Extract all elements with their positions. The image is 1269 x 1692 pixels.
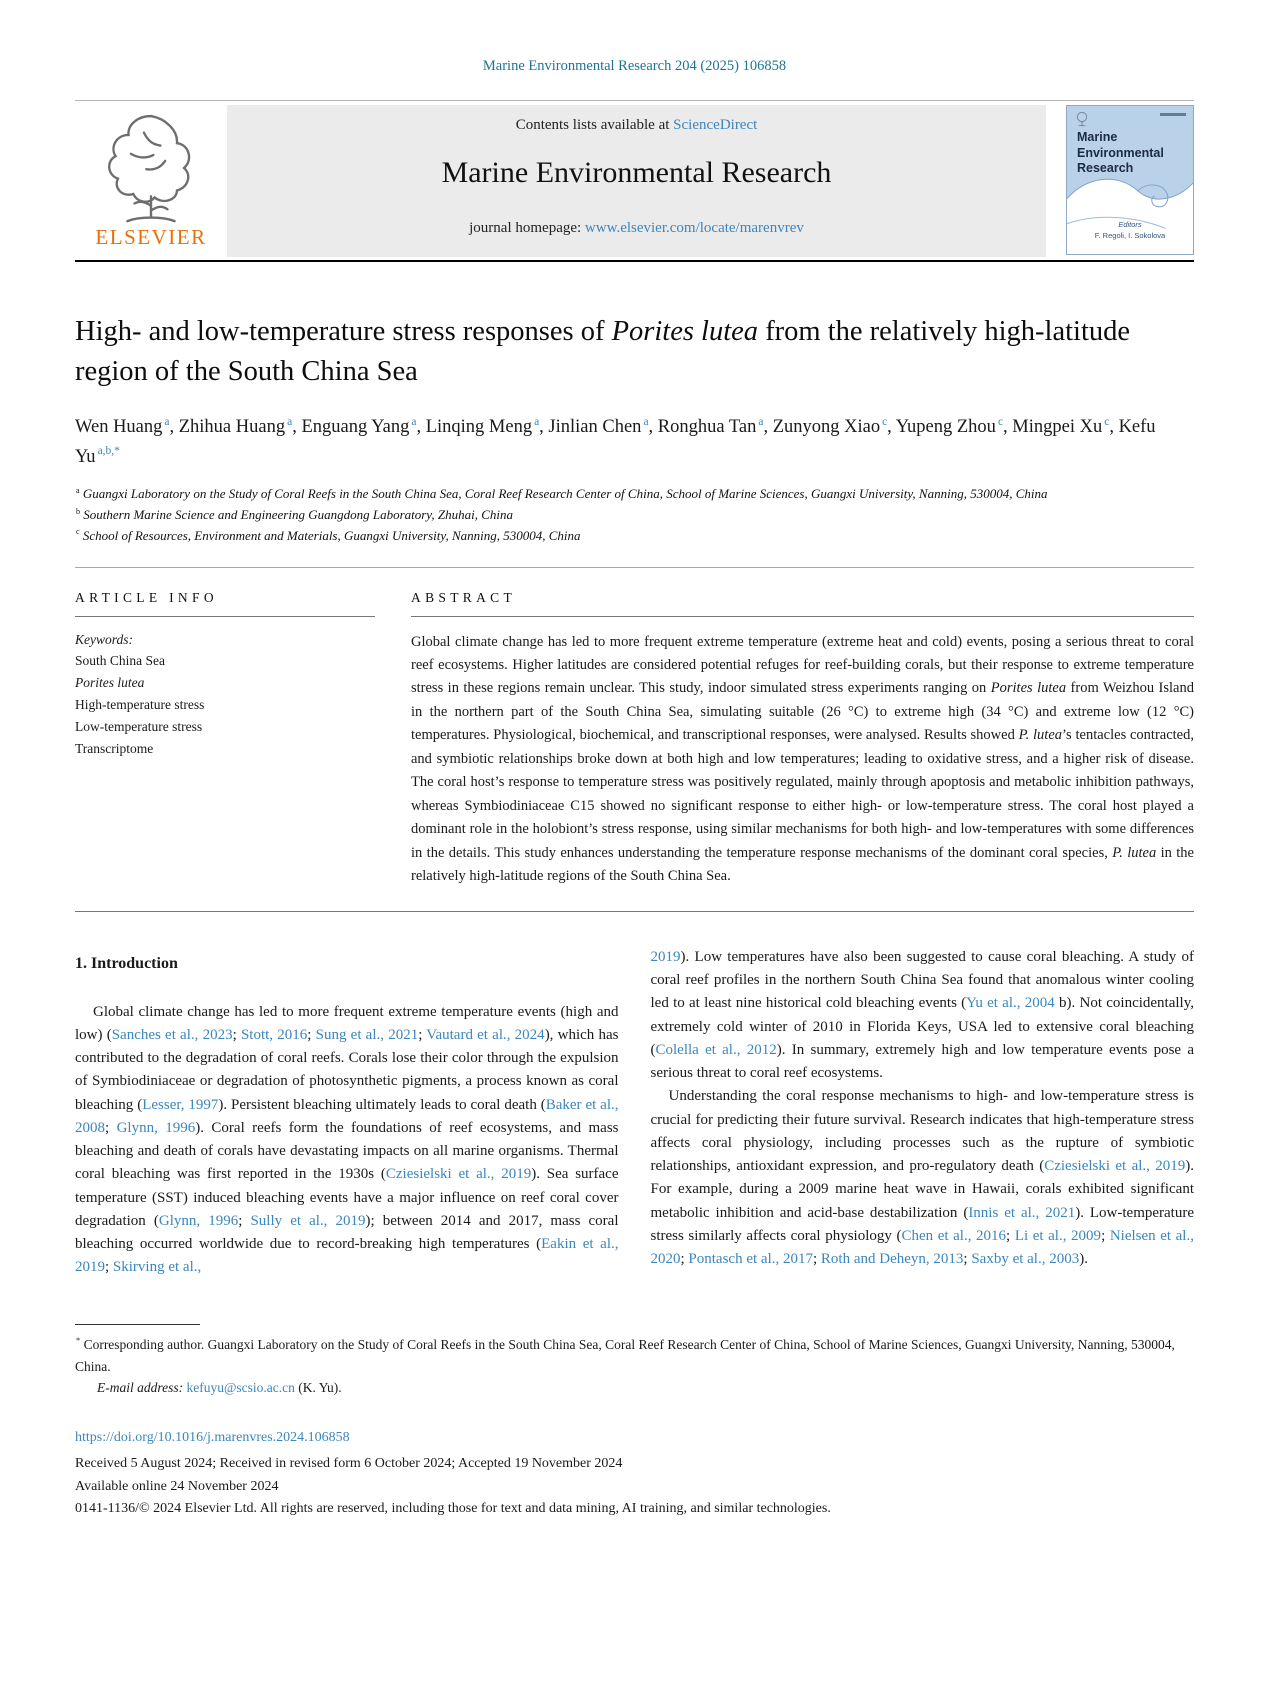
text-segment: , Enguang Yang: [292, 416, 410, 437]
text-segment: *: [76, 1336, 81, 1346]
journal-homepage-link[interactable]: www.elsevier.com/locate/marenvrev: [584, 220, 804, 236]
text-segment: a: [76, 485, 80, 495]
citation-link[interactable]: Stott, 2016: [240, 1026, 308, 1043]
elsevier-wordmark: ELSEVIER: [95, 225, 207, 249]
text-segment: from the relatively high-latitude region of the South China Sea: [75, 316, 1131, 388]
citation-link[interactable]: Eakin et al., 2019: [75, 1236, 619, 1276]
text-segment: Porites lutea: [611, 316, 759, 347]
text-segment: ;: [418, 1026, 427, 1043]
text-segment: School of Resources, Environment and Materials, Guangxi University, Nanning, 530004, China: [79, 527, 581, 543]
footnote-block: [75, 1324, 1194, 1400]
text-segment: in the relatively high-latitude regions of the South China Sea.: [411, 844, 1194, 885]
article-info-column: [75, 584, 375, 889]
text-segment: Transcriptome: [75, 740, 154, 756]
text-segment: b). Not coincidentally, extremely cold winter of 2010 in Florida Keys, USA led to extensive coral bleaching (: [650, 995, 1194, 1058]
citation-link[interactable]: c: [997, 415, 1004, 428]
text-segment: ;: [813, 1251, 821, 1268]
text-segment: E-mail address:: [97, 1380, 187, 1396]
text-segment: Porites lutea: [990, 680, 1067, 697]
keyword-item: [75, 672, 375, 694]
text-segment: , Zunyong Xiao: [763, 416, 881, 437]
info-abstract-section: [75, 584, 1194, 889]
article-info-heading: ARTICLE INFO: [75, 589, 218, 605]
intro-paragraph-1: [75, 1001, 619, 1280]
text-segment: ), which has contributed to the degradation of coral reefs. Corals lose their color through the expulsion of Symbiodiniaceae or degradation of photosynthetic pigments, a process known as coral bleaching (: [75, 1026, 619, 1113]
text-segment: , Linqing Meng: [416, 416, 533, 437]
affiliation-a: [75, 484, 1194, 505]
email-line: [75, 1377, 1194, 1399]
text-segment: ). For example, during a 2009 marine heat wave in Hawaii, corals exhibited significant metabolic inhibition and acid-base destabilization (: [650, 1158, 1194, 1221]
cover-elsevier-mini-logo: [1075, 111, 1089, 127]
body-column-left: [75, 946, 619, 1280]
corresponding-author-note: [75, 1334, 1194, 1378]
text-segment: ;: [680, 1251, 689, 1268]
abstract-column: [411, 584, 1194, 889]
journal-banner: [227, 105, 1046, 257]
affiliation-c: [75, 526, 1194, 547]
keyword-item: [75, 738, 375, 760]
abstract-bottom-rule: [75, 911, 1194, 912]
text-segment: Guangxi Laboratory on the Study of Coral Reefs in the South China Sea, Coral Reef Research Center of China, School of Marine Sciences, Guangxi University, Nanning, 530004, China: [79, 486, 1048, 502]
citation-link[interactable]: Sully et al., 2019: [250, 1212, 366, 1229]
text-segment: ).: [1079, 1251, 1088, 1268]
journal-header: [75, 105, 1194, 257]
text-segment: P. lutea: [1018, 727, 1063, 744]
citation-link[interactable]: kefuyu@scsio.ac.cn: [186, 1380, 295, 1396]
text-segment: High-temperature stress: [75, 697, 205, 713]
article-info-rule: [75, 616, 375, 617]
text-segment: , Ronghua Tan: [648, 416, 757, 437]
text-segment: ’s tentacles contracted, and symbiotic relationships broke down at both high and low temperatures; leading to oxidative stress, and a higher risk of disease. The coral host’s response to temperature stress was positively regulated, mainly through apoptosis and metabolic inhibition pathways, whereas Symbiodiniaceae C15 showed no significant response to either high- or low-temperature stress. The coral host played a dominant role in the holobiont’s stress response, using similar mechanisms for both high- and low-temperatures with some differences in the details. This study enhances understanding the temperature response mechanisms of the dominant coral species,: [411, 727, 1194, 861]
text-segment: ). Low temperatures have also been suggested to cause coral bleaching. A study of coral reef profiles in the northern South China Sea found that anomalous winter cooling led to at least nine historical cold bleaching events (: [650, 948, 1194, 1012]
keyword-item: [75, 716, 375, 738]
citation-link[interactable]: Sanches et al., 2023: [111, 1026, 233, 1043]
citation-link[interactable]: Pontasch et al., 2017: [688, 1251, 813, 1268]
citation-link[interactable]: Cziesielski et al., 2019: [385, 1166, 532, 1183]
citation-link[interactable]: Vautard et al., 2024: [426, 1026, 545, 1043]
text-segment: South China Sea: [75, 653, 165, 669]
affiliations: [75, 484, 1194, 546]
text-segment: , Yupeng Zhou: [887, 416, 996, 437]
journal-title: Marine Environmental Research: [441, 156, 832, 189]
citation-link[interactable]: Glynn, 1996: [158, 1212, 239, 1229]
copyright-line: 0141-1136/© 2024 Elsevier Ltd. All rights are reserved, including those for text and data mining, AI training, and similar technologies.: [75, 1501, 831, 1517]
text-segment: ); between 2014 and 2017, mass coral bleaching occurred worldwide due to record-breaking high temperatures (: [75, 1212, 619, 1253]
citation-link[interactable]: Lesser, 1997: [142, 1096, 219, 1113]
header-bottom-rule: [75, 260, 1194, 262]
citation-link[interactable]: a: [164, 415, 170, 428]
citation-link[interactable]: Yu et al., 2004: [966, 995, 1055, 1012]
keywords-label: Keywords:: [75, 631, 133, 647]
text-segment: ;: [963, 1251, 972, 1268]
publication-info: [75, 1427, 1194, 1521]
text-segment: Southern Marine Science and Engineering Guangdong Laboratory, Zhuhai, China: [80, 506, 513, 522]
cover-issn-mark: [1160, 113, 1186, 116]
text-segment: Global climate change has led to more frequent extreme temperature events (high and low) (: [75, 1003, 619, 1043]
text-segment: ). Sea surface temperature (SST) induced bleaching events have a major influence on reef coral cover degradation (: [75, 1166, 619, 1229]
article-body: [75, 946, 1194, 1280]
text-segment: , Kefu Yu: [75, 416, 1156, 467]
body-column-right: [651, 946, 1195, 1280]
contents-prefix: Contents lists available at: [515, 117, 674, 133]
text-segment: Corresponding author. Guangxi Laboratory on the Study of Coral Reefs in the South China Sea, Coral Reef Research Center of China, School of Marine Sciences, Guangxi University, Nanning, 530004, China.: [75, 1336, 1175, 1374]
citation-link[interactable]: a: [758, 415, 764, 428]
text-segment: (K. Yu).: [294, 1380, 342, 1396]
intro-paragraph-1-continued: [651, 946, 1195, 1086]
citation-link[interactable]: a: [534, 415, 540, 428]
citation-link[interactable]: Nielsen et al., 2020: [650, 1227, 1194, 1268]
text-segment: Porites lutea: [75, 675, 145, 691]
citation-link[interactable]: c: [882, 415, 888, 428]
cover-editors: Editors F. Regoli, I. Sokolova: [1094, 220, 1166, 240]
text-segment: Understanding the coral response mechanisms to high- and low-temperature stress is crucial for predicting their future survival. Research indicates that high-temperature stress affects coral physiology, including processes such as the rupture of symbiotic relationships, antioxidant expression, and pro-regulatory death (: [650, 1088, 1194, 1175]
affiliation-divider: [75, 567, 1194, 568]
citation-link[interactable]: Li et al., 2009: [1014, 1227, 1102, 1244]
citation-link[interactable]: Roth and Deheyn, 2013: [820, 1251, 964, 1268]
elsevier-logo: [75, 105, 227, 257]
citation-link[interactable]: a: [287, 415, 293, 428]
text-segment: ;: [105, 1119, 117, 1136]
text-segment: ). In summary, extremely high and low temperature events pose a serious threat to coral reef ecosystems.: [650, 1041, 1194, 1082]
journal-cover-thumbnail: [1066, 105, 1194, 255]
author-list: [75, 413, 1194, 472]
text-segment: , Jinlian Chen: [539, 416, 642, 437]
text-segment: ;: [1101, 1227, 1110, 1244]
text-segment: Wen Huang: [75, 416, 163, 437]
text-segment: ). Coral reefs form the foundations of reef ecosystems, and mass bleaching and death of corals have devastating impacts on all marine organisms. Thermal coral bleaching was first reported in the 1930s (: [75, 1119, 619, 1183]
abstract-heading: ABSTRACT: [411, 589, 517, 605]
elsevier-tree-icon: [92, 109, 210, 227]
citation-link[interactable]: c: [1104, 415, 1110, 428]
introduction-heading: 1. Introduction: [75, 954, 178, 972]
text-segment: ). Low-temperature stress similarly affects coral physiology (: [650, 1204, 1194, 1244]
running-head-citation: Marine Environmental Research 204 (2025) 106858: [482, 58, 787, 74]
keyword-item: [75, 650, 375, 672]
citation-link[interactable]: Skirving et al.,: [112, 1259, 202, 1276]
affiliation-b: [75, 505, 1194, 526]
article-title: [75, 312, 1194, 393]
text-segment: ). Persistent bleaching ultimately leads to coral death (: [218, 1096, 546, 1113]
text-segment: from Weizhou Island in the northern part of the South China Sea, simulating suitable (26 °C) to extreme high (34 °C) and extreme low (12 °C) temperatures. Physiological, biochemical, and transcriptional responses, were analysed. Results showed: [411, 680, 1194, 744]
homepage-prefix: journal homepage:: [469, 220, 585, 236]
text-segment: ;: [238, 1212, 251, 1229]
citation-link[interactable]: Baker et al., 2008: [75, 1096, 619, 1136]
citation-link[interactable]: 2019: [650, 948, 681, 965]
keyword-item: [75, 694, 375, 716]
citation-link[interactable]: a,b,*: [97, 445, 120, 458]
text-segment: , Mingpei Xu: [1003, 416, 1103, 437]
abstract-rule: [411, 616, 1194, 617]
citation-link[interactable]: Saxby et al., 2003: [971, 1251, 1080, 1268]
text-segment: , Zhihua Huang: [169, 416, 286, 437]
text-segment: Global climate change has led to more frequent extreme temperature (extreme heat and cold) events, posing a serious threat to coral reef ecosystems. Higher latitudes are considered potential refuges for reef-building corals, but their response to extreme temperature stress in these regions remain unclear. This study, indoor simulated stress experiments ranging on: [411, 633, 1194, 697]
citation-link[interactable]: a: [411, 415, 417, 428]
text-segment: P. lutea: [1112, 844, 1157, 861]
citation-link[interactable]: Glynn, 1996: [116, 1119, 196, 1136]
text-segment: Low-temperature stress: [75, 718, 203, 734]
citation-link[interactable]: Cziesielski et al., 2019: [1044, 1158, 1186, 1175]
citation-link[interactable]: Sung et al., 2021: [315, 1026, 419, 1043]
citation-link[interactable]: Chen et al., 2016: [901, 1227, 1007, 1244]
footnote-rule: [75, 1324, 200, 1325]
doi-link[interactable]: https://doi.org/10.1016/j.marenvres.2024.106858: [75, 1430, 350, 1446]
top-divider: [75, 100, 1194, 101]
intro-paragraph-2: [651, 1085, 1195, 1271]
cover-title: Marine Environmental Research: [1077, 130, 1164, 176]
sciencedirect-link[interactable]: ScienceDirect: [673, 117, 758, 133]
contents-line: [235, 117, 1038, 134]
citation-link[interactable]: Innis et al., 2021: [968, 1204, 1076, 1221]
received-dates: Received 5 August 2024; Received in revised form 6 October 2024; Accepted 19 November 2024: [75, 1455, 623, 1471]
citation-link[interactable]: a: [643, 415, 649, 428]
text-segment: ;: [307, 1026, 316, 1043]
citation-link[interactable]: Colella et al., 2012: [655, 1041, 777, 1058]
abstract-text: [411, 631, 1194, 889]
text-segment: ;: [232, 1026, 241, 1043]
text-segment: c: [76, 527, 80, 537]
text-segment: b: [76, 506, 81, 516]
available-online: Available online 24 November 2024: [75, 1478, 279, 1494]
text-segment: ;: [1006, 1227, 1015, 1244]
text-segment: ;: [105, 1259, 113, 1276]
homepage-line: [235, 220, 1038, 237]
keywords-block: [75, 629, 375, 760]
text-segment: High- and low-temperature stress responses of: [75, 316, 612, 347]
